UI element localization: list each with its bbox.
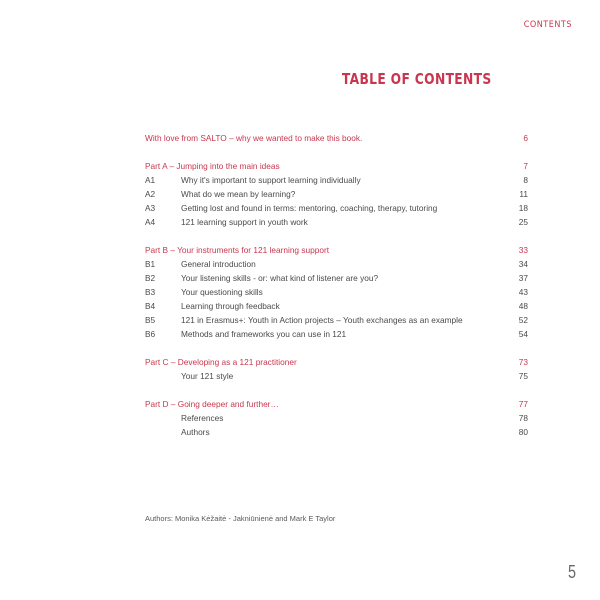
toc-entry-b2[interactable] [145, 271, 528, 285]
toc-entry-page: 6 [523, 133, 528, 143]
toc-part-page: 77 [518, 399, 528, 409]
toc-entry-page: 8 [523, 175, 528, 185]
toc-part-title: Part A – Jumping into the main ideas [145, 161, 280, 171]
page-title: TABLE OF CONTENTS [342, 70, 492, 88]
toc-entry-code: B2 [145, 273, 156, 283]
toc-entry-code: B5 [145, 315, 156, 325]
toc-entry-authors[interactable] [145, 425, 528, 439]
toc-entry-title: 121 in Erasmus+: Youth in Action projects – Youth exchanges as an example [181, 315, 463, 325]
toc-part-page: 33 [518, 245, 528, 255]
toc-entry-c1[interactable] [145, 369, 528, 383]
toc-part-a[interactable] [145, 159, 528, 173]
table-of-contents [145, 131, 528, 439]
toc-entry-page: 11 [519, 189, 528, 199]
toc-entry-b6[interactable] [145, 327, 528, 341]
toc-entry-title: Your questioning skills [181, 287, 263, 297]
toc-entry-b5[interactable] [145, 313, 528, 327]
toc-entry-b3[interactable] [145, 285, 528, 299]
toc-entry-a1[interactable] [145, 173, 528, 187]
toc-entry-code: B6 [145, 329, 156, 339]
toc-entry-page: 37 [518, 273, 528, 283]
toc-part-d[interactable] [145, 397, 528, 411]
toc-entry-page: 80 [518, 427, 528, 437]
toc-entry-page: 75 [518, 371, 528, 381]
toc-entry-title: Your listening skills - or: what kind of listener are you? [181, 273, 379, 283]
toc-entry-b4[interactable] [145, 299, 528, 313]
toc-part-title: Part D – Going deeper and further… [145, 399, 279, 409]
toc-entry-page: 52 [518, 315, 528, 325]
page-number: 5 [567, 562, 576, 582]
toc-entry-page: 43 [518, 287, 528, 297]
toc-entry-title: What do we mean by learning? [181, 189, 296, 199]
toc-part-c[interactable] [145, 355, 528, 369]
toc-entry-a2[interactable] [145, 187, 528, 201]
toc-entry-a3[interactable] [145, 201, 528, 215]
toc-entry-code: A4 [145, 217, 156, 227]
toc-entry-title: References [181, 413, 224, 423]
toc-part-b[interactable] [145, 243, 528, 257]
toc-entry-code: B4 [145, 301, 156, 311]
toc-part-title: Part C – Developing as a 121 practitioner [145, 357, 297, 367]
toc-entry-page: 18 [518, 203, 528, 213]
toc-entry-title: Learning through feedback [181, 301, 280, 311]
toc-entry-title: General introduction [181, 259, 256, 269]
toc-entry-page: 48 [518, 301, 528, 311]
toc-entry-code: B3 [145, 287, 156, 297]
toc-entry-title: 121 learning support in youth work [181, 217, 308, 227]
toc-entry-page: 25 [518, 217, 528, 227]
toc-entry-code: A3 [145, 203, 156, 213]
toc-entry-code: A2 [145, 189, 156, 199]
toc-part-page: 7 [523, 161, 528, 171]
toc-entry-page: 34 [518, 259, 528, 269]
toc-entry-page: 78 [518, 413, 528, 423]
toc-entry-title: Your 121 style [181, 371, 234, 381]
toc-entry-references[interactable] [145, 411, 528, 425]
toc-part-title: Part B – Your instruments for 121 learning support [145, 245, 330, 255]
toc-intro-entry[interactable] [145, 131, 528, 145]
toc-entry-title: With love from SALTO – why we wanted to make this book. [145, 133, 363, 143]
toc-part-page: 73 [518, 357, 528, 367]
toc-entry-code: A1 [145, 175, 156, 185]
running-header: CONTENTS [523, 20, 572, 30]
toc-entry-a4[interactable] [145, 215, 528, 229]
toc-entry-title: Why it's important to support learning individually [181, 175, 361, 185]
toc-entry-title: Methods and frameworks you can use in 121 [181, 329, 347, 339]
authors-credit: Authors: Monika Kėžaitė - Jakniūnienė and Mark E Taylor [145, 514, 336, 523]
toc-entry-page: 54 [518, 329, 528, 339]
toc-entry-title: Authors [181, 427, 210, 437]
toc-entry-title: Getting lost and found in terms: mentoring, coaching, therapy, tutoring [181, 203, 438, 213]
toc-entry-b1[interactable] [145, 257, 528, 271]
toc-entry-code: B1 [145, 259, 156, 269]
